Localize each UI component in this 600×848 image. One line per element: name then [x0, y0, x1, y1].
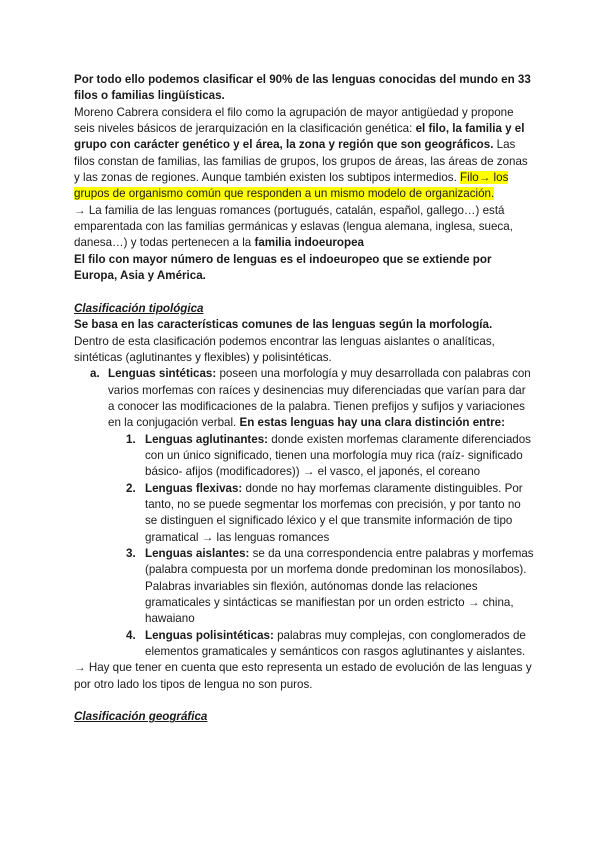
list-item: [74, 628, 534, 661]
typological-heading: Clasificación tipológica: [74, 301, 204, 315]
spacer: [74, 693, 534, 709]
item-text: se da una correspondencia entre palabras y morfemas (palabra compuesta por un morfema donde predominan los monosílabos). Palabras invariables sin flexión, autónomas donde las relaciones gramaticales y sintácticas se manifiestan por un orden estricto → china, hawaiano: [145, 546, 534, 626]
item-title: Lenguas aglutinantes:: [145, 432, 269, 446]
conclusion-text: Por todo ello podemos clasificar el 90% de las lenguas conocidas del mundo en 33 filos o familias lingüísticas.: [74, 73, 531, 103]
synthetic-text: poseen una morfología y muy desarrollada con palabras con varios morfemas con raíces y desinencias muy diferenciadas que varían para dar a conocer las modificaciones de la palabra. Tienen prefijos y sufijos y variaciones en la conjugación verbal.: [108, 367, 531, 430]
moreno-text-a: Moreno Cabrera considera el filo como la agrupación de mayor antigüedad y propone seis niveles básicos de jerarquización en la clasificación genética:: [74, 105, 514, 136]
item-text: donde existen morfemas claramente diferenciados con un único significado, tienen una morfología muy rica (raíz- significado básico- afijos (modificadores)) → el vasco, el japonés, el coreano: [145, 432, 531, 479]
list-item: [74, 481, 534, 546]
largest-filo-text: El filo con mayor número de lenguas es el indoeuropeo que se extiende por Europa, Asia y América.: [74, 252, 492, 283]
filo-definition-highlight: Filo→ los grupos de organismo común que responden a un mismo modelo de organización.: [74, 171, 509, 201]
document-body: [74, 72, 534, 726]
romance-text: → La familia de las lenguas romances (portugués, catalán, español, gallego…) está emparentada con las familias germánicas y eslavas (lengua alemana, inglesa, sueca, danesa…) y todas pertenecen a la: [74, 203, 513, 250]
item-text: palabras muy complejas, con conglomerados de elementos gramaticales y semánticos con rasgos aglutinantes y aislantes.: [145, 628, 526, 659]
geographic-heading: Clasificación geográfica: [74, 710, 208, 724]
typological-within: Dentro de esta clasificación podemos encontrar las lenguas aislantes o analíticas, sintéticas (aglutinantes y flexibles) y polisintéticas.: [74, 334, 495, 364]
list-item: [74, 546, 534, 628]
spacer: [74, 284, 534, 300]
typological-basis: [74, 317, 534, 333]
romance-paragraph: [74, 203, 534, 252]
typology-note: → Hay que tener en cuenta que esto representa un estado de evolución de las lenguas y por otro lado los tipos de lengua no son puros.: [74, 661, 532, 691]
synthetic-emphasis: En estas lenguas hay una clara distinción entre:: [239, 416, 505, 430]
list-marker: 4.: [126, 628, 136, 642]
indoeuropean-family: familia indoeuropea: [254, 236, 364, 250]
moreno-levels: el filo, la familia y el grupo con carácter genético y el área, la zona y región que son geográficos.: [74, 122, 525, 152]
list-marker: 1.: [126, 432, 136, 446]
synthetic-title: Lenguas sintéticas:: [108, 367, 217, 381]
list-marker: 3.: [126, 546, 136, 560]
conclusion-paragraph: [74, 72, 534, 105]
moreno-text-c: Las filos constan de familias, las familias de grupos, los grupos de áreas, las áreas de zonas y las zonas de regiones. Aunque también existen los subtipos intermedios.: [74, 138, 528, 185]
list-marker: 2.: [126, 481, 136, 495]
item-title: Lenguas aislantes:: [145, 546, 250, 560]
item-text: donde no hay morfemas claramente distinguibles. Por tanto, no se puede segmentar los morfemas con precisión, y por tanto no se distinguen el significado léxico y el que transmite información de tipo gramatical → las lenguas romances: [145, 481, 523, 544]
item-title: Lenguas polisintéticas:: [145, 628, 274, 642]
synthetic-languages-item: [74, 366, 534, 431]
moreno-paragraph: [74, 105, 534, 203]
typological-basis-text: Se basa en las características comunes de las lenguas según la morfología.: [74, 318, 493, 332]
largest-filo-paragraph: [74, 252, 534, 285]
list-item: [74, 432, 534, 481]
item-title: Lenguas flexivas:: [145, 481, 243, 495]
list-marker: a.: [90, 367, 100, 381]
